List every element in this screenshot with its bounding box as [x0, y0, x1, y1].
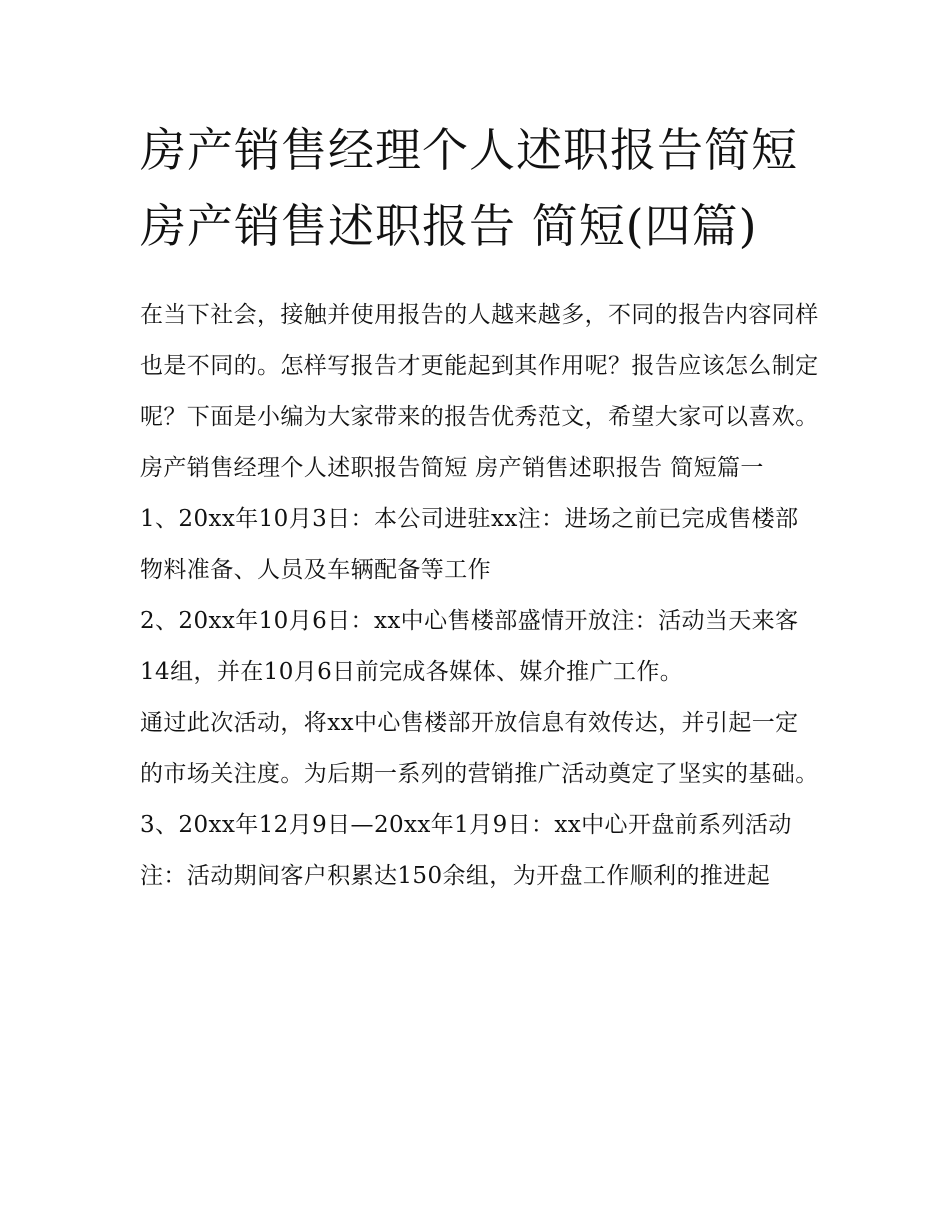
document-title: 房产销售经理个人述职报告简短 房产销售述职报告 简短(四篇)	[140, 123, 798, 253]
note-paragraph: 注：活动期间客户积累达150余组，为开盘工作顺利的推进起	[140, 863, 771, 889]
section-heading: 房产销售经理个人述职报告简短 房产销售述职报告 简短篇一	[140, 455, 764, 481]
list-item-1: 1、20xx年10月3日：本公司进驻xx注：进场之前已完成售楼部物料准备、人员及车辆配备等工作	[140, 506, 799, 583]
document-page	[140, 112, 820, 902]
intro-paragraph: 在当下社会，接触并使用报告的人越来越多，不同的报告内容同样也是不同的。怎样写报告才更能起到其作用呢？报告应该怎么制定呢？下面是小编为大家带来的报告优秀范文，希望大家可以喜欢。	[140, 302, 819, 430]
list-item-3: 3、20xx年12月9日—20xx年1月9日：xx中心开盘前系列活动	[140, 812, 792, 838]
list-item-2: 2、20xx年10月6日：xx中心售楼部盛情开放注：活动当天来客14组，并在10月6日前完成各媒体、媒介推广工作。	[140, 608, 799, 685]
body-paragraph: 通过此次活动，将xx中心售楼部开放信息有效传达，并引起一定的市场关注度。为后期一系列的营销推广活动奠定了坚实的基础。	[140, 710, 819, 787]
